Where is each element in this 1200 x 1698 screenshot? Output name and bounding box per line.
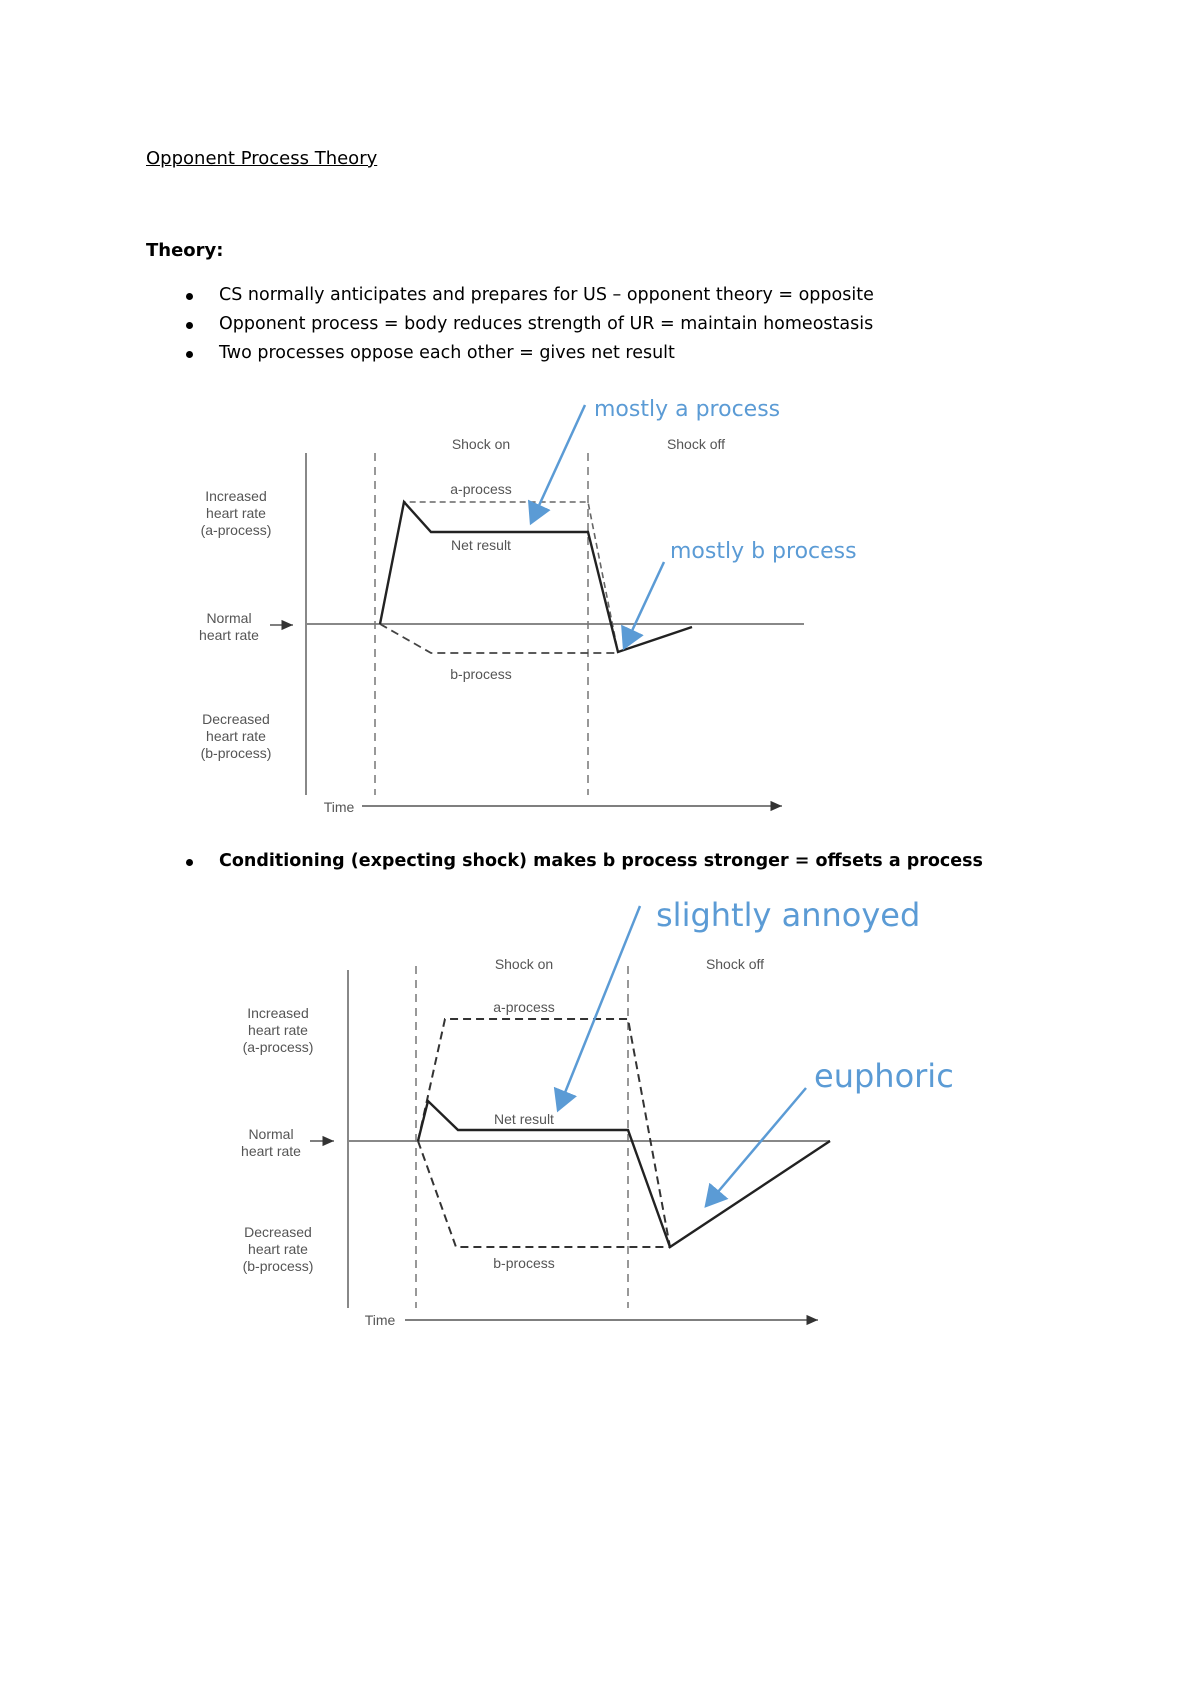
shock-on-label: Shock on <box>451 436 511 452</box>
a-process-label: a-process <box>493 999 555 1015</box>
decreased-label-3: (b-process) <box>242 1258 314 1274</box>
note-euphoric-arrow <box>706 1088 806 1206</box>
bullet-icon <box>186 351 193 358</box>
shock-on-label: Shock on <box>494 956 554 972</box>
figure-2 <box>241 896 954 1328</box>
decreased-label-2: heart rate <box>248 1241 308 1257</box>
decreased-label-2: heart rate <box>206 728 266 744</box>
net-result-line <box>380 502 692 652</box>
time-label: Time <box>364 1312 396 1328</box>
decreased-label-1: Decreased <box>244 1224 312 1240</box>
b-process-line <box>380 624 618 653</box>
figure-1 <box>199 397 857 815</box>
normal-label-1: Normal <box>206 610 252 626</box>
a-process-line <box>418 1019 670 1247</box>
shock-off-label: Shock off <box>705 956 765 972</box>
increased-label-3: (a-process) <box>200 522 272 538</box>
increased-label-1: Increased <box>247 1005 309 1021</box>
note-annoyed-arrow <box>558 906 640 1110</box>
increased-label-2: heart rate <box>206 505 266 521</box>
normal-label-2: heart rate <box>199 627 259 643</box>
increased-label-3: (a-process) <box>242 1039 314 1055</box>
shock-off-label: Shock off <box>666 436 726 452</box>
b-process-label: b-process <box>450 666 512 682</box>
theory-heading: Theory: <box>146 240 224 261</box>
list-item-text: CS normally anticipates and prepares for US – opponent theory = opposite <box>219 285 874 305</box>
b-process-line <box>418 1141 670 1247</box>
note-b-arrow <box>624 562 664 648</box>
b-process-label: b-process <box>493 1255 555 1271</box>
net-result-label: Net result <box>451 537 511 553</box>
page-title: Opponent Process Theory <box>146 148 378 169</box>
normal-label-2: heart rate <box>241 1143 301 1159</box>
list-item-text: Two processes oppose each other = gives net result <box>219 343 675 363</box>
net-result-line <box>418 1101 830 1247</box>
list-item-text: Opponent process = body reduces strength of UR = maintain homeostasis <box>219 314 874 334</box>
bullet-icon <box>186 322 193 329</box>
net-result-label: Net result <box>494 1111 554 1127</box>
increased-label-1: Increased <box>205 488 267 504</box>
bullet-icon <box>186 859 193 866</box>
note-mostly-a: mostly a process <box>594 397 781 422</box>
increased-label-2: heart rate <box>248 1022 308 1038</box>
bullet-icon <box>186 293 193 300</box>
note-a-arrow <box>531 405 585 523</box>
a-process-line <box>380 502 618 652</box>
list-item-text: Conditioning (expecting shock) makes b process stronger = offsets a process <box>219 851 983 871</box>
decreased-label-1: Decreased <box>202 711 270 727</box>
time-label: Time <box>323 799 355 815</box>
note-mostly-b: mostly b process <box>670 539 857 564</box>
a-process-label: a-process <box>450 481 512 497</box>
decreased-label-3: (b-process) <box>200 745 272 761</box>
note-euphoric: euphoric <box>814 1057 954 1095</box>
note-slightly-annoyed: slightly annoyed <box>656 896 921 934</box>
normal-label-1: Normal <box>248 1126 294 1142</box>
